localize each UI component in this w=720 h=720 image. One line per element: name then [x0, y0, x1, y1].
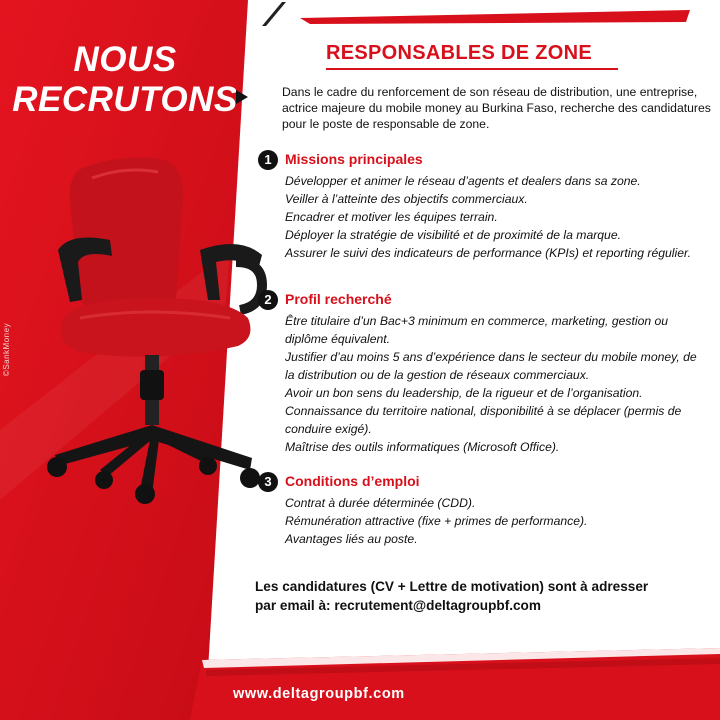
- section-conditions: [258, 472, 708, 548]
- headline-line1: NOUS: [73, 40, 177, 79]
- triangle-arrow-icon: [236, 90, 248, 104]
- list-item: Encadrer et motiver les équipes terrain.: [285, 210, 498, 224]
- section-profil: [258, 290, 708, 456]
- conditions-list: [258, 494, 708, 548]
- page-title: RESPONSABLES DE ZONE: [326, 42, 593, 64]
- list-item: Justifier d’au moins 5 ans d’expérience dans le secteur du mobile money, de la distribution ou de la gestion de réseaux commerciaux.: [285, 350, 697, 382]
- section-missions: [258, 150, 708, 262]
- list-item: Développer et animer le réseau d’agents et dealers dans sa zone.: [285, 174, 641, 188]
- watermark: ©SankMoney: [2, 322, 12, 377]
- intro-text: Dans le cadre du renforcement de son réseau de distribution, une entreprise, actrice majeure du mobile money au Burkina Faso, recherche des candidatures pour le poste de responsable de zone.: [282, 85, 711, 131]
- section-header: [258, 290, 708, 312]
- list-item: Contrat à durée déterminée (CDD).: [285, 496, 476, 510]
- headline-line2: RECRUTONS: [12, 80, 238, 119]
- number-badge-icon: 1: [258, 150, 278, 170]
- title-underline: [326, 68, 618, 70]
- list-item: Maîtrise des outils informatiques (Microsoft Office).: [285, 440, 560, 454]
- list-item: Veiller à l’atteinte des objectifs commerciaux.: [285, 192, 528, 206]
- list-item: Être titulaire d’un Bac+3 minimum en commerce, marketing, gestion ou diplôme équivalent.: [285, 314, 669, 346]
- list-item: Avantages liés au poste.: [285, 532, 418, 546]
- footer-website-link[interactable]: www.deltagroupbf.com: [233, 686, 405, 702]
- section-title: Profil recherché: [285, 291, 392, 307]
- headline: [0, 40, 250, 120]
- section-title: Conditions d’emploi: [285, 473, 420, 489]
- list-item: Assurer le suivi des indicateurs de performance (KPIs) et reporting régulier.: [285, 246, 691, 260]
- section-title: Missions principales: [285, 151, 423, 167]
- cta-line2[interactable]: par email à: recrutement@deltagroupbf.com: [255, 598, 541, 613]
- number-badge-icon: 2: [258, 290, 278, 310]
- section-header: [258, 150, 708, 172]
- list-item: Déployer la stratégie de visibilité et de proximité de la marque.: [285, 228, 622, 242]
- number-badge-icon: 3: [258, 472, 278, 492]
- missions-list: [258, 172, 708, 262]
- list-item: Connaissance du territoire national, disponibilité à se déplacer (permis de conduire exigé).: [285, 404, 682, 436]
- profil-list: [258, 312, 708, 456]
- list-item: Avoir un bon sens du leadership, de la rigueur et de l’organisation.: [285, 386, 643, 400]
- list-item: Rémunération attractive (fixe + primes de performance).: [285, 514, 588, 528]
- application-instructions: [255, 577, 715, 615]
- cta-line1: Les candidatures (CV + Lettre de motivation) sont à adresser: [255, 579, 649, 594]
- section-header: [258, 472, 708, 494]
